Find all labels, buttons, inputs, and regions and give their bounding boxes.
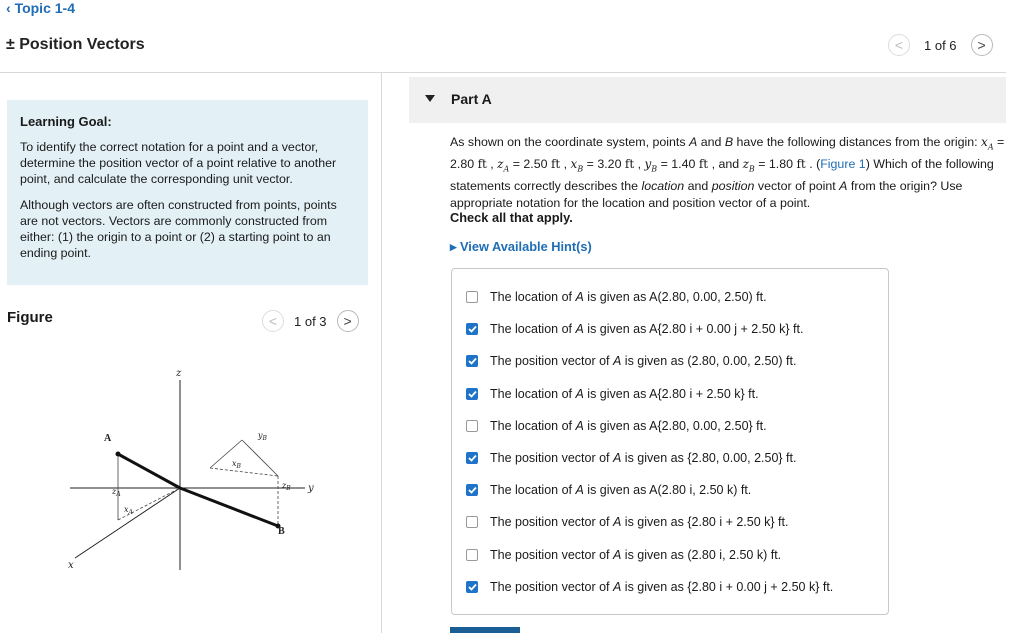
answer-option-text: The position vector of A is given as (2.80, 0.00, 2.50) ft.: [490, 354, 797, 369]
learning-goal-paragraph-2: Although vectors are often constructed from points, points are not vectors. Vectors are commonly constructed from either: (1) the origin to a point or (2) a starting point to an ending point.: [20, 198, 337, 260]
checkbox-checked[interactable]: [466, 581, 478, 593]
answer-option-text: The location of A is given as A{2.80 i + 2.50 k} ft.: [490, 386, 759, 401]
checkbox-checked[interactable]: [466, 323, 478, 335]
chevron-left-icon: <: [268, 313, 278, 329]
figure-1-link[interactable]: Figure 1: [820, 157, 866, 172]
y-axis-label: y: [308, 483, 314, 494]
yB-dimension: [242, 440, 278, 476]
checkmark-icon: [468, 390, 477, 398]
point-A: [116, 452, 121, 457]
learning-goal-heading: Learning Goal:: [20, 114, 112, 129]
xA-dimension: [118, 488, 180, 520]
answer-option[interactable]: [466, 419, 767, 433]
page-title: ± Position Vectors: [6, 36, 145, 53]
answer-options-box: [451, 268, 889, 615]
item-pager-text: 1 of 6: [924, 37, 957, 53]
view-hints-link[interactable]: ▸ View Available Hint(s): [450, 239, 592, 254]
answer-option[interactable]: [466, 354, 796, 368]
checkmark-icon: [468, 357, 477, 365]
question-text: As shown on the coordinate system, points A and B have the following distances from the origin: $x_A = 2.80$ ft , $z_A = 2.50$ ft , $x_B = 3.20$ ft , $y_B = 1.40$ ft , and $z_B = 1.80$ ft . (Figure 1) Which of the following statements correctly describes the location and position vector of point A from the origin? Use appropriate notation for the location and position vector of a point.: [450, 135, 1005, 210]
zA-label: $z_A$: [112, 487, 121, 498]
submit-button[interactable]: [450, 627, 520, 633]
answer-option[interactable]: [466, 387, 759, 401]
check-all-instruction: Check all that apply.: [450, 210, 573, 225]
xB-dimension: [210, 468, 278, 476]
answer-option[interactable]: [466, 580, 833, 594]
caret-down-icon[interactable]: [425, 95, 435, 102]
prev-item-button[interactable]: [888, 34, 910, 56]
part-a-header[interactable]: [409, 77, 1006, 123]
learning-goal-box: [7, 100, 368, 285]
answer-option-text: The location of A is given as A{2.80 i + 0.00 j + 2.50 k} ft.: [490, 322, 804, 337]
checkbox-unchecked[interactable]: [466, 291, 478, 303]
checkbox-unchecked[interactable]: [466, 516, 478, 528]
figure-heading: Figure: [7, 309, 53, 326]
answer-option-text: The location of A is given as A(2.80, 0.00, 2.50) ft.: [490, 290, 767, 304]
header-divider: [0, 72, 1006, 73]
answer-option-text: The position vector of A is given as {2.80 i + 0.00 j + 2.50 k} ft.: [490, 579, 834, 594]
figure-pager-text: 1 of 3: [294, 313, 327, 329]
answer-option[interactable]: [466, 451, 796, 465]
figure-pager: [262, 309, 359, 333]
position-vector-B: [180, 488, 278, 526]
next-item-button[interactable]: [971, 34, 993, 56]
prev-figure-button[interactable]: [262, 310, 284, 332]
position-vector-A: [118, 454, 180, 488]
topic-link-label: Topic 1-4: [14, 0, 75, 16]
x-axis: [75, 488, 180, 558]
checkmark-icon: [468, 486, 477, 494]
answer-option[interactable]: [466, 548, 781, 562]
chevron-right-icon: >: [343, 313, 352, 329]
checkmark-icon: [468, 325, 477, 333]
answer-option-text: The position vector of A is given as {2.80, 0.00, 2.50} ft.: [490, 451, 797, 465]
coordinate-figure: [60, 360, 330, 575]
point-B-label: B: [278, 526, 285, 537]
z-axis-label: z: [176, 368, 182, 379]
answer-option-text: The position vector of A is given as (2.80 i, 2.50 k) ft.: [490, 547, 782, 562]
checkbox-checked[interactable]: [466, 388, 478, 400]
answer-option-text: The location of A is given as A{2.80, 0.00, 2.50} ft.: [490, 418, 767, 433]
answer-option-text: The position vector of A is given as {2.80 i + 2.50 k} ft.: [490, 515, 789, 530]
checkmark-icon: [468, 454, 477, 462]
next-figure-button[interactable]: [337, 310, 359, 332]
xB-label: $x_B$: [232, 459, 241, 470]
checkbox-checked[interactable]: [466, 452, 478, 464]
column-divider: [381, 72, 382, 633]
point-A-label: A: [104, 433, 112, 444]
checkmark-icon: [468, 583, 477, 591]
part-a-title: Part A: [451, 91, 492, 107]
checkbox-checked[interactable]: [466, 484, 478, 496]
xA-label: $x_A$: [124, 505, 133, 516]
chevron-left-icon: ‹: [6, 0, 11, 16]
chevron-left-icon: <: [894, 37, 904, 53]
x-axis-label: x: [68, 560, 74, 571]
checkbox-unchecked[interactable]: [466, 549, 478, 561]
chevron-right-icon: >: [977, 37, 986, 53]
learning-goal-paragraph-1: To identify the correct notation for a point and a vector, determine the position vector of a point relative to another point, and calculate the corresponding unit vector.: [20, 140, 337, 186]
zB-label: $z_B$: [282, 481, 291, 492]
answer-option-text: The location of A is given as A(2.80 i, 2.50 k) ft.: [490, 483, 752, 498]
answer-option[interactable]: [466, 290, 767, 304]
yB-label: $y_B$: [258, 431, 267, 442]
answer-option[interactable]: [466, 515, 788, 529]
answer-option[interactable]: [466, 322, 803, 336]
topic-back-link[interactable]: [6, 0, 75, 16]
item-pager: [888, 33, 993, 57]
answer-option[interactable]: [466, 483, 751, 497]
checkbox-checked[interactable]: [466, 355, 478, 367]
checkbox-unchecked[interactable]: [466, 420, 478, 432]
